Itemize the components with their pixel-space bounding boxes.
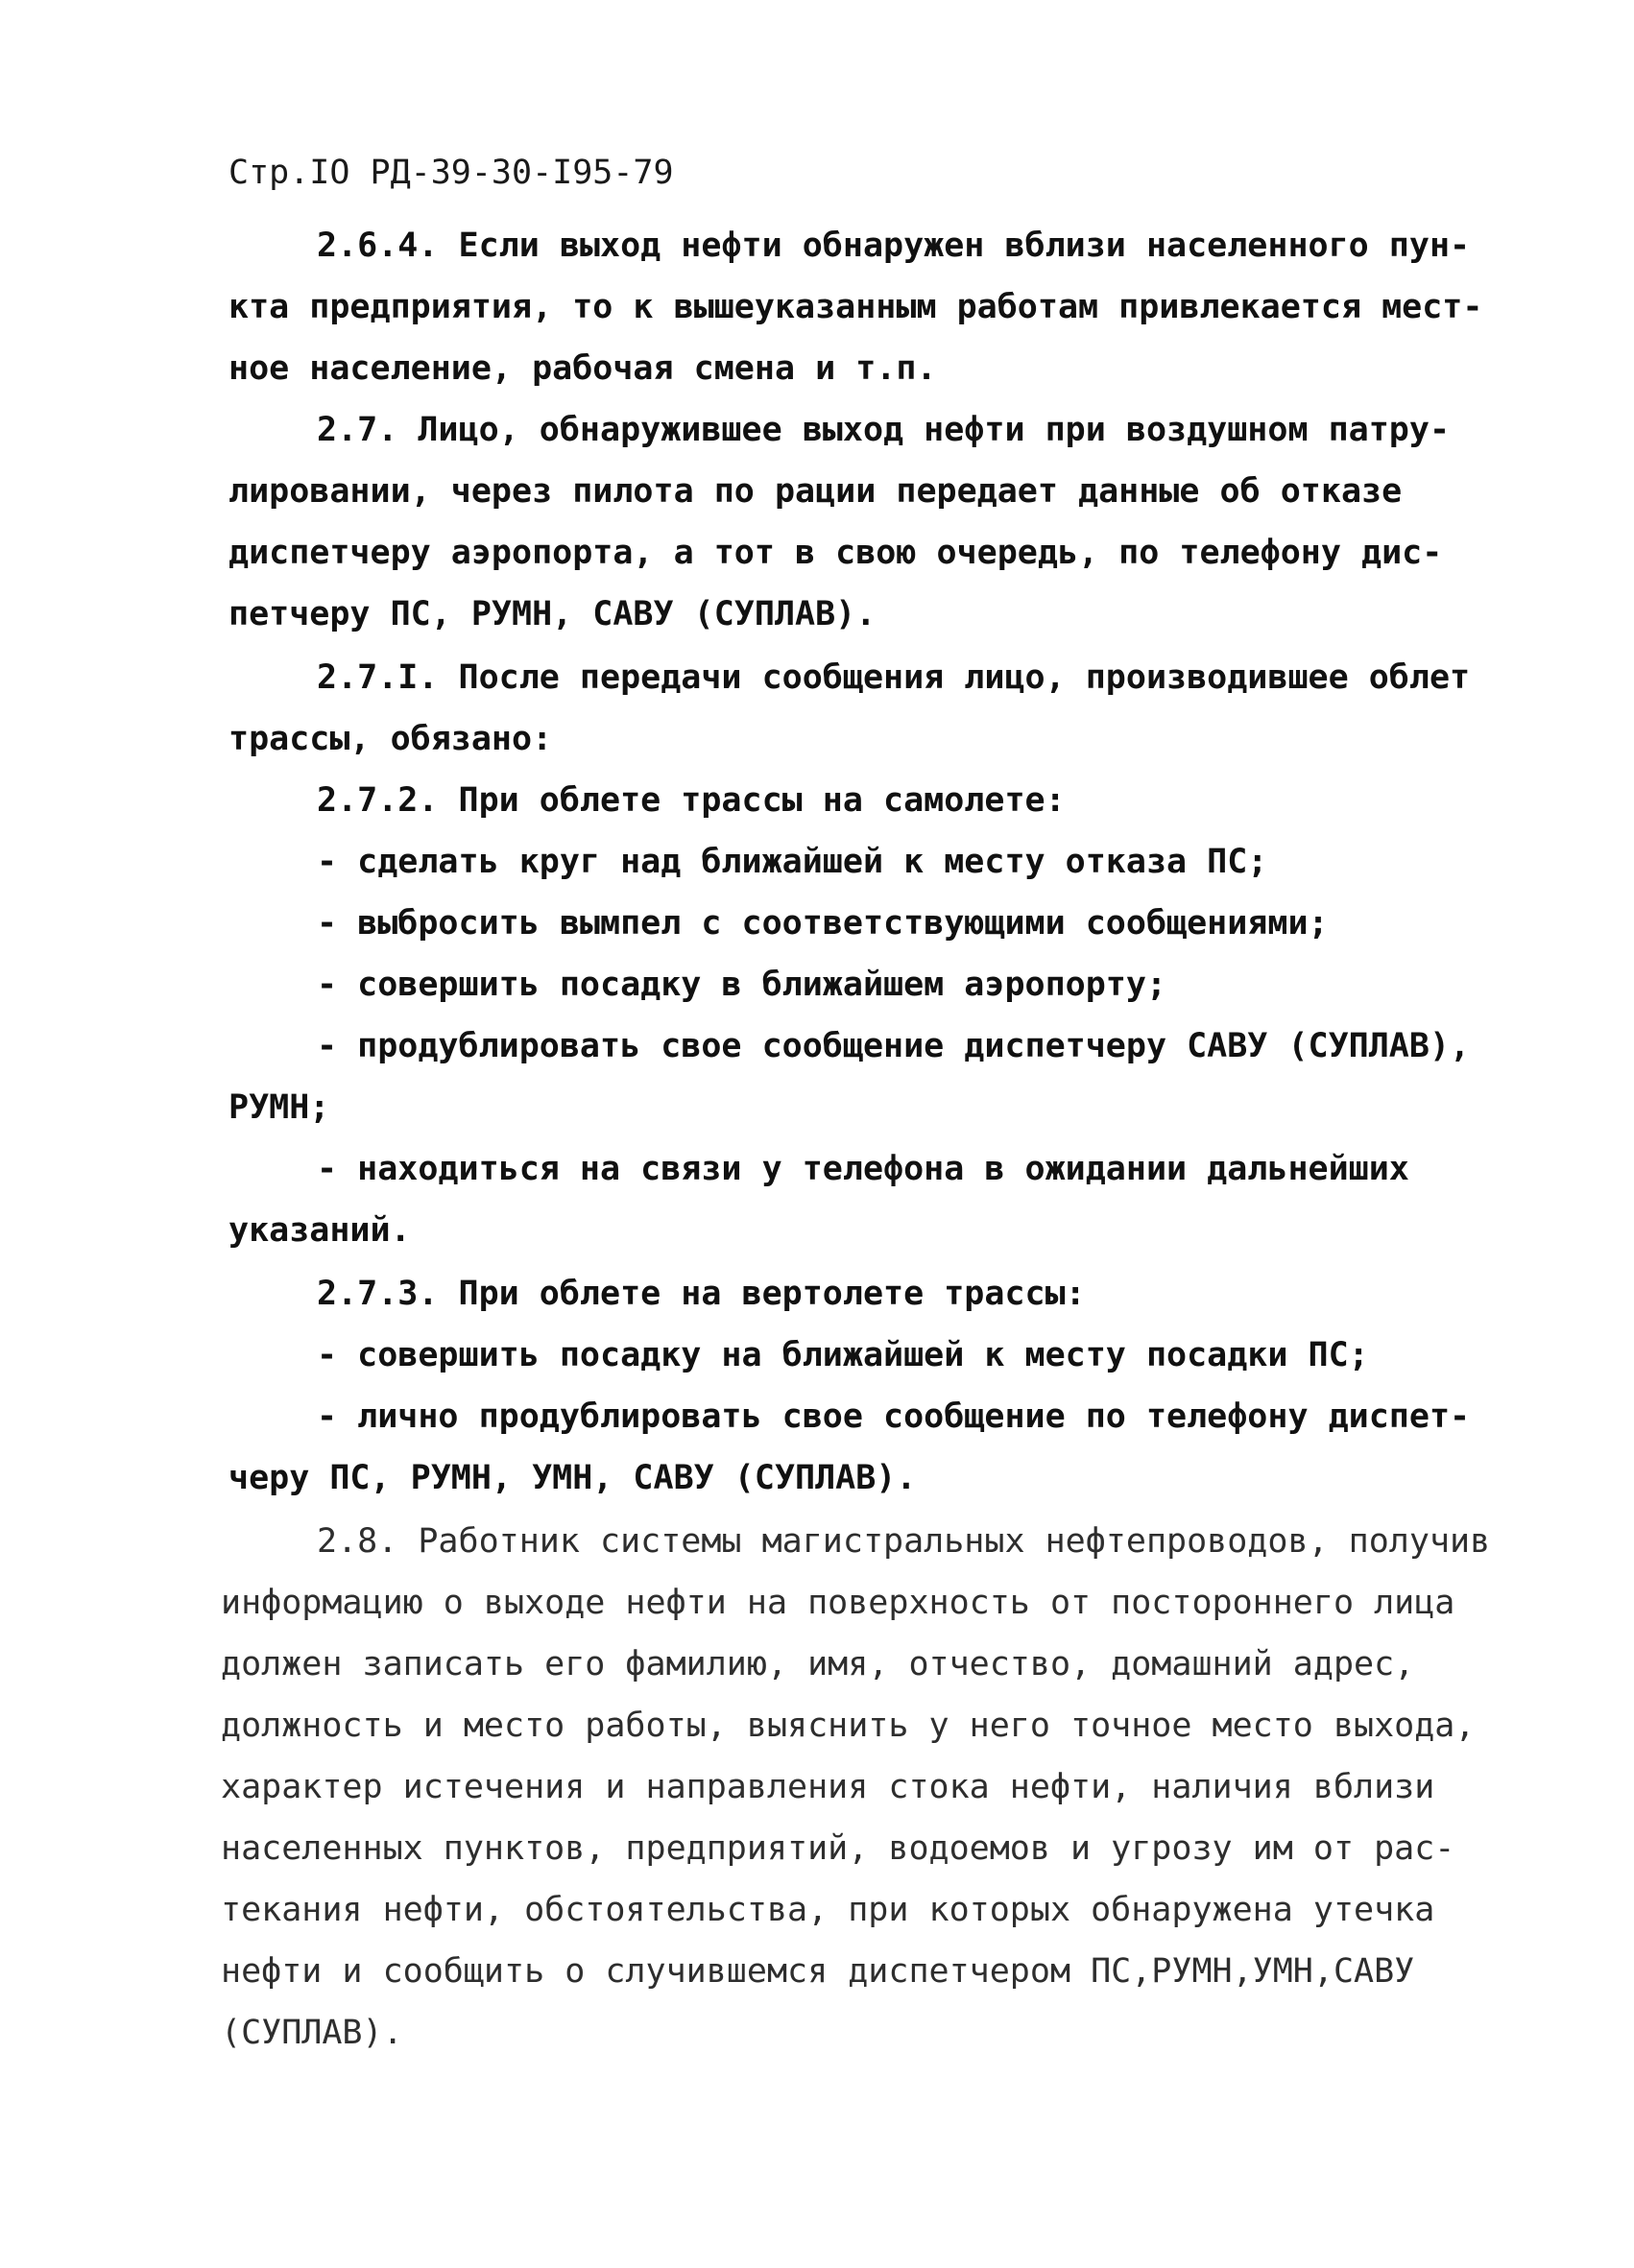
text-line: - выбросить вымпел с соответствующими сообщениями;: [317, 904, 1329, 943]
text-line: 2.8. Работник системы магистральных нефтепроводов, получив: [317, 1522, 1491, 1561]
text-line: черу ПС, РУМН, УМН, САВУ (СУПЛАВ).: [228, 1459, 917, 1497]
text-line: (СУПЛАВ).: [221, 2014, 403, 2052]
text-line: 2.7.I. После передачи сообщения лицо, производившее облет: [317, 658, 1471, 697]
text-line: должность и место работы, выяснить у него точное место выхода,: [221, 1707, 1476, 1745]
text-line: трассы, обязано:: [228, 720, 553, 758]
text-line: указаний.: [228, 1211, 411, 1250]
text-line: должен записать его фамилию, имя, отчество, домашний адрес,: [221, 1645, 1415, 1683]
text-line: текания нефти, обстоятельства, при которых обнаружена утечка: [221, 1891, 1435, 1929]
text-line: - лично продублировать свое сообщение по телефону диспет-: [317, 1397, 1471, 1436]
text-line: ное население, рабочая смена и т.п.: [228, 349, 937, 388]
text-line: 2.7.3. При облете на вертолете трассы:: [317, 1275, 1086, 1313]
text-line: - сделать круг над ближайшей к месту отказа ПС;: [317, 843, 1268, 881]
text-line: 2.6.4. Если выход нефти обнаружен вблизи населенного пун-: [317, 227, 1471, 265]
text-line: населенных пунктов, предприятий, водоемов и угрозу им от рас-: [221, 1829, 1455, 1868]
text-line: - продублировать свое сообщение диспетчеру САВУ (СУПЛАВ),: [317, 1027, 1471, 1065]
text-line: 2.7.2. При облете трассы на самолете:: [317, 781, 1066, 820]
text-line: информацию о выходе нефти на поверхность от постороннего лица: [221, 1584, 1455, 1622]
text-line: - совершить посадку в ближайшем аэропорту;: [317, 966, 1167, 1004]
text-line: характер истечения и направления стока нефти, наличия вблизи: [221, 1768, 1435, 1806]
text-line: 2.7. Лицо, обнаружившее выход нефти при воздушном патру-: [317, 411, 1451, 449]
text-line: нефти и сообщить о случившемся диспетчером ПС,РУМН,УМН,САВУ: [221, 1952, 1415, 1991]
text-line: кта предприятия, то к вышеуказанным работам привлекается мест-: [228, 288, 1483, 326]
page-header: Стр.IO РД-39-30-I95-79: [228, 154, 674, 192]
text-line: петчеру ПС, РУМН, САВУ (СУПЛАВ).: [228, 595, 877, 633]
text-line: диспетчеру аэропорта, а тот в свою очередь, по телефону дис-: [228, 534, 1443, 572]
text-line: - совершить посадку на ближайшей к месту посадки ПС;: [317, 1336, 1369, 1374]
text-line: РУМН;: [228, 1088, 330, 1127]
text-line: лировании, через пилота по рации передает данные об отказе: [228, 472, 1403, 511]
text-line: - находиться на связи у телефона в ожидании дальнейших: [317, 1150, 1409, 1188]
